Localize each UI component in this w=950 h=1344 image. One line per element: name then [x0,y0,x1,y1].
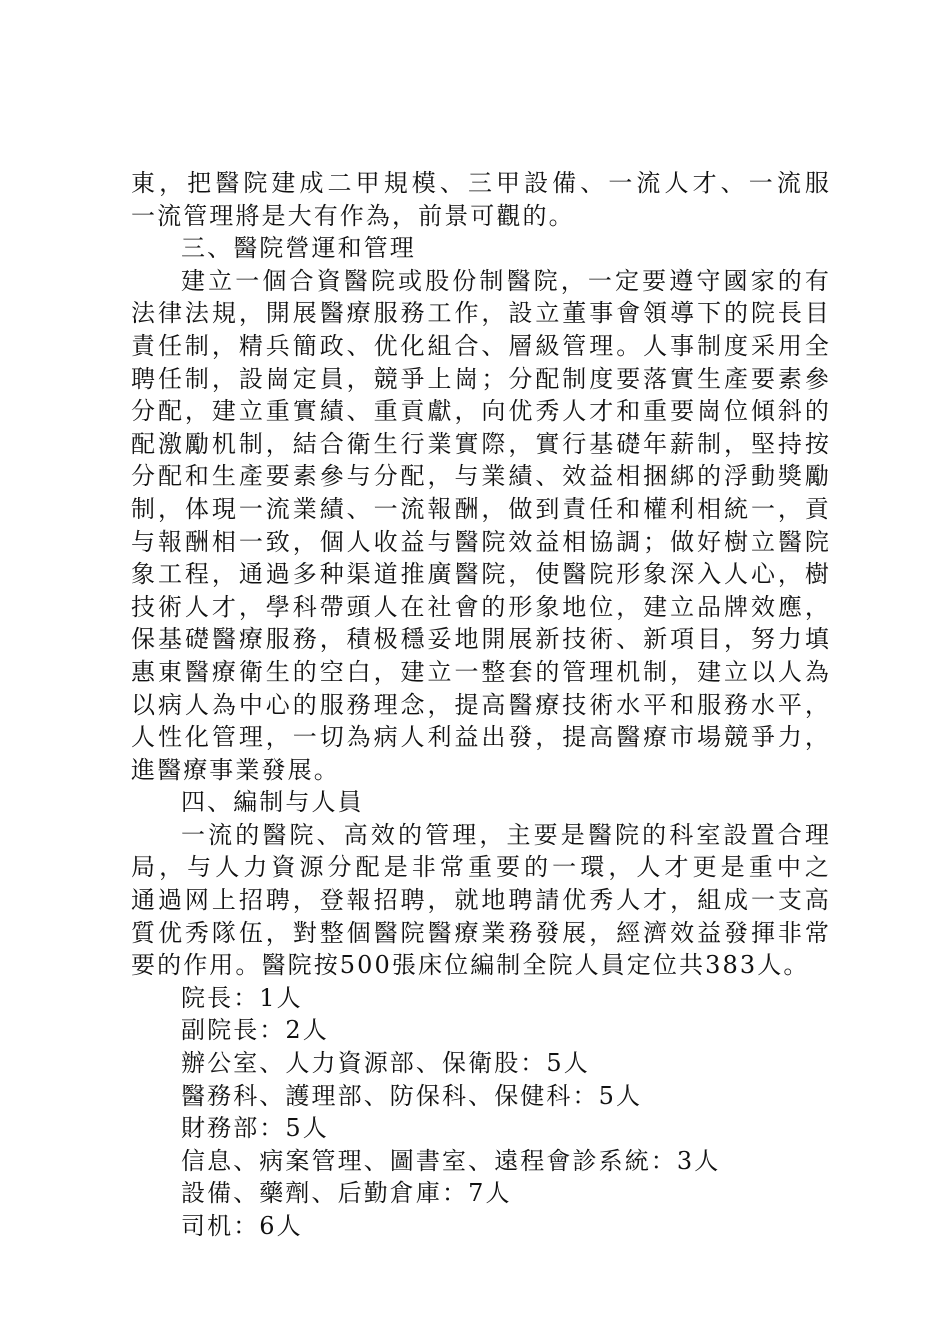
text-line: 一流的醫院、高效的管理，主要是醫院的科室設置合理 [181,820,831,849]
text-line: 制，体現一流業績、一流報酬，做到責任和權利相統一，貢 [131,494,831,523]
text-line: 与報酬相一致，個人收益与醫院效益相協調；做好樹立醫院 [131,527,831,556]
text-line: 配激勵机制，結合衛生行業實際，實行基礎年薪制，堅持按 [131,429,831,458]
text-line: 惠東醫療衛生的空白，建立一整套的管理机制，建立以人為 [131,657,831,686]
text-line: 通過网上招聘，登報招聘，就地聘請优秀人才，組成一支高 [131,886,831,915]
text-line: 責任制，精兵簡政、优化組合、層級管理。人事制度采用全 [131,331,831,360]
paragraph-continued [131,167,831,232]
text-line: 局，与人力資源分配是非常重要的一環，人才更是重中之 [131,853,831,882]
text-line: 技術人才，學科帶頭人在社會的形象地位，建立品牌效應， [131,592,831,621]
staffing-item: 醫務科、護理部、防保科、保健科：5人 [181,1081,643,1110]
section-3-heading: 三、醫院營運和管理 [181,234,416,263]
section-3-body [131,265,831,787]
staffing-item: 設備、藥劑、后勤倉庫：7人 [181,1179,512,1208]
staffing-item: 司机：6人 [181,1212,303,1240]
staffing-item: 財務部：5人 [181,1114,329,1143]
text-line: 象工程，通過多种渠道推廣醫院，使醫院形象深入人心，樹 [131,560,831,589]
text-line: 分配，建立重實績、重貢獻，向优秀人才和重要崗位傾斜的 [131,397,831,426]
text-line: 人性化管理，一切為病人利益出發，提高醫療市場競爭力， [131,723,831,752]
text-line: 法律法規，開展醫療服務工作，設立董事會領導下的院長目 [131,299,831,328]
text-line: 建立一個合資醫院或股份制醫院，一定要遵守國家的有 [181,266,831,295]
document-page [131,167,831,1243]
staffing-item: 副院長：2人 [181,1016,329,1045]
text-line: 要的作用。醫院按500張床位編制全院人員定位共383人。 [131,951,810,980]
staffing-item: 院長：1人 [181,983,303,1012]
text-line: 東，把醫院建成二甲規模、三甲設備、一流人才、一流服 [131,169,831,197]
text-line: 進醫療事業發展。 [131,755,340,784]
section-4-body [131,819,831,982]
text-line: 保基礎醫療服務，積极穩妥地開展新技術、新項目，努力填 [131,625,831,654]
staffing-item: 辦公室、人力資源部、保衛股：5人 [181,1049,590,1078]
staffing-list [131,982,831,1243]
staffing-item: 信息、病案管理、圖書室、遠程會診系統：3人 [181,1146,721,1175]
text-line: 聘任制，設崗定員，競爭上崗；分配制度要落實生產要素參 [131,364,831,393]
section-4-heading: 四、編制与人員 [181,788,364,817]
text-line: 以病人為中心的服務理念，提高醫療技術水平和服務水平， [131,690,831,719]
text-line: 質优秀隊伍，對整個醫院醫療業務發展，經濟效益發揮非常 [131,918,831,947]
text-line: 一流管理將是大有作為，前景可觀的。 [131,201,575,230]
text-line: 分配和生產要素參与分配，与業績、效益相捆綁的浮動獎勵 [131,462,831,491]
